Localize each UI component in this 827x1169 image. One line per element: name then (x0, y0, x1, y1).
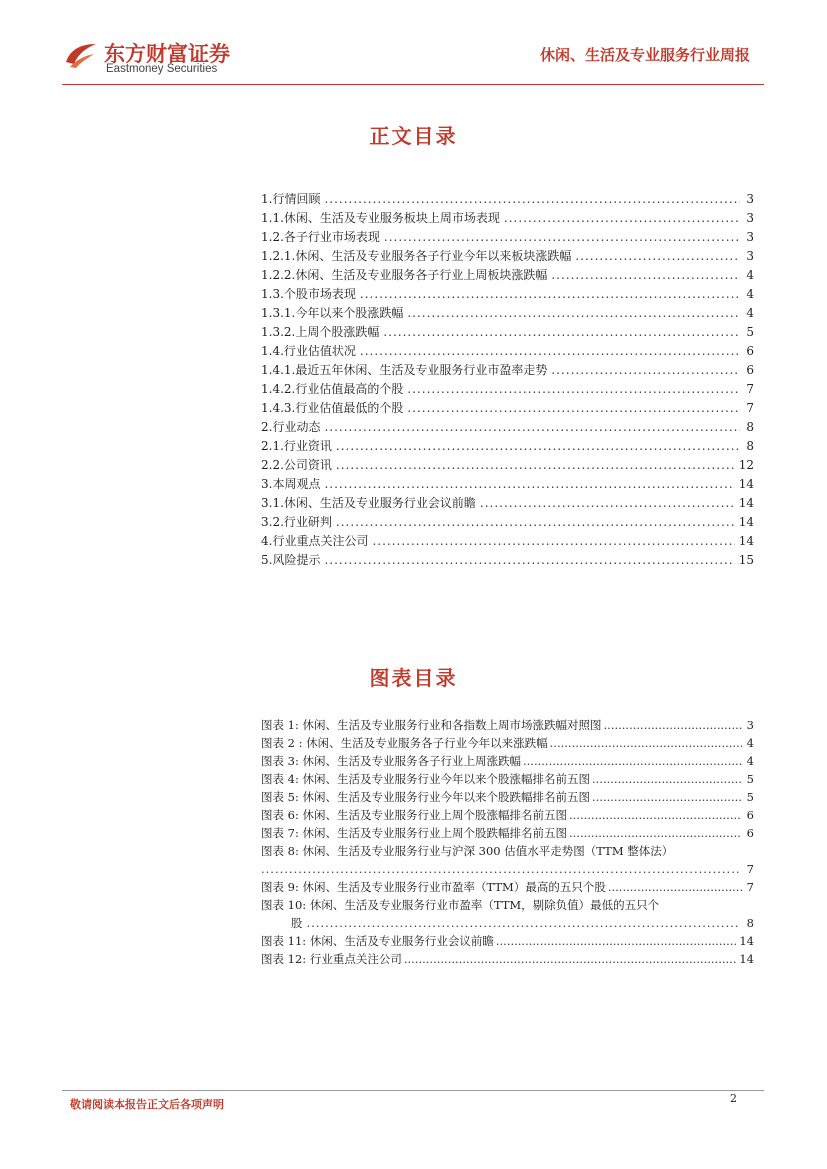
toc-entry[interactable] (261, 399, 754, 418)
leader-dots (575, 247, 740, 266)
leader-dots (261, 860, 740, 878)
leader-dots (324, 190, 740, 209)
toc-entry-label: 2.2.公司资讯 (261, 458, 332, 472)
leader-dots (336, 456, 735, 475)
toc-entry[interactable] (261, 418, 754, 437)
figures-title: 图表目录 (369, 666, 458, 690)
toc-entry-label: 1.3.1.今年以来个股涨跌幅 (261, 306, 404, 320)
toc-entry-label: 2.1.行业资讯 (261, 439, 332, 453)
toc-entry-label: 4.行业重点关注公司 (261, 534, 369, 548)
toc-entry[interactable] (261, 323, 754, 342)
page-number: 2 (730, 1092, 737, 1105)
figure-label: 图表 12: 行业重点关注公司 (261, 952, 402, 966)
toc-entry-label: 1.3.2.上周个股涨跌幅 (261, 325, 380, 339)
toc-entry-page: 14 (738, 477, 754, 491)
toc-entry-label: 1.4.1.最近五年休闲、生活及专业服务行业市盈率走势 (261, 363, 548, 377)
leader-dots (324, 551, 734, 570)
toc-entry[interactable] (261, 475, 754, 494)
toc-entry-label: 1.4.3.行业估值最低的个股 (261, 401, 404, 415)
figure-label: 图表 2 : 休闲、生活及专业服务各子行业今年以来涨跌幅 (261, 736, 548, 750)
leader-dots (551, 361, 740, 380)
leader-dots (404, 950, 738, 968)
leader-dots (307, 914, 741, 932)
toc-entry-label: 1.2.2.休闲、生活及专业服务各子行业上周板块涨跌幅 (261, 268, 548, 282)
figure-page: 7 (746, 880, 754, 894)
leader-dots (496, 932, 738, 950)
leader-dots (604, 716, 743, 734)
toc-entry[interactable] (261, 513, 754, 532)
toc-entry-page: 4 (746, 268, 754, 282)
toc-entry-page: 6 (746, 344, 754, 358)
figure-entry[interactable] (261, 932, 754, 950)
figure-label: 图表 3: 休闲、生活及专业服务各子行业上周涨跌幅 (261, 754, 521, 768)
toc-entry-page: 7 (746, 401, 754, 415)
toc-entry-label: 2.行业动态 (261, 420, 321, 434)
figure-page: 14 (739, 934, 754, 948)
leader-dots (592, 770, 742, 788)
figure-label: 图表 6: 休闲、生活及专业服务行业上周个股涨幅排名前五图 (261, 808, 567, 822)
toc-entry-page: 14 (738, 496, 754, 510)
leader-dots (407, 399, 740, 418)
toc-entry[interactable] (261, 437, 754, 456)
toc-entry[interactable] (261, 494, 754, 513)
leader-dots (592, 788, 742, 806)
toc-entry-page: 14 (738, 515, 754, 529)
figure-page: 4 (746, 754, 754, 768)
figure-entry[interactable] (261, 788, 754, 806)
leader-dots (324, 475, 734, 494)
toc-list (261, 190, 754, 570)
leader-dots (569, 806, 742, 824)
figure-label: 图表 1: 休闲、生活及专业服务行业和各指数上周市场涨跌幅对照图 (261, 718, 602, 732)
toc-entry-page: 4 (746, 287, 754, 301)
leader-dots (384, 228, 740, 247)
figure-label: 图表 10: 休闲、生活及专业服务行业市盈率（TTM，剔除负值）最低的五只个 (261, 898, 660, 912)
leader-dots (407, 380, 740, 399)
leader-dots (407, 304, 740, 323)
toc-entry[interactable] (261, 456, 754, 475)
toc-title: 正文目录 (369, 124, 458, 148)
toc-entry[interactable] (261, 380, 754, 399)
figure-label-continued: 股 (291, 916, 303, 930)
figure-entry[interactable] (261, 842, 754, 878)
figure-label: 图表 11: 休闲、生活及专业服务行业会议前瞻 (261, 934, 494, 948)
toc-entry[interactable] (261, 266, 754, 285)
figure-label: 图表 5: 休闲、生活及专业服务行业今年以来个股跌幅排名前五图 (261, 790, 590, 804)
toc-entry-page: 4 (746, 306, 754, 320)
toc-entry-page: 14 (738, 534, 754, 548)
toc-entry-page: 8 (746, 420, 754, 434)
leader-dots (360, 285, 740, 304)
toc-entry[interactable] (261, 342, 754, 361)
toc-entry-page: 3 (746, 230, 754, 244)
toc-entry-page: 7 (746, 382, 754, 396)
figure-entry[interactable] (261, 950, 754, 968)
figure-page: 6 (746, 808, 754, 822)
toc-entry-label: 5.风险提示 (261, 553, 321, 567)
toc-entry[interactable] (261, 551, 754, 570)
toc-entry-label: 1.3.个股市场表现 (261, 287, 356, 301)
leader-dots (551, 266, 740, 285)
figure-entry[interactable] (261, 716, 754, 734)
toc-entry-page: 3 (746, 211, 754, 225)
figure-page: 5 (746, 790, 754, 804)
toc-entry-page: 8 (746, 439, 754, 453)
toc-entry[interactable] (261, 361, 754, 380)
toc-entry-page: 12 (738, 458, 754, 472)
logo-english-name: Eastmoney Securities (106, 63, 218, 75)
eastmoney-logo-icon (62, 40, 100, 70)
leader-dots (372, 532, 734, 551)
toc-entry-label: 1.2.1.休闲、生活及专业服务各子行业今年以来板块涨跌幅 (261, 249, 572, 263)
toc-entry-label: 1.2.各子行业市场表现 (261, 230, 380, 244)
leader-dots (550, 734, 742, 752)
figure-page: 14 (739, 952, 754, 966)
figure-page: 6 (746, 826, 754, 840)
figure-entry[interactable] (261, 806, 754, 824)
figure-entry[interactable] (261, 824, 754, 842)
toc-entry[interactable] (261, 285, 754, 304)
toc-entry[interactable] (261, 228, 754, 247)
toc-entry-label: 1.1.休闲、生活及专业服务板块上周市场表现 (261, 211, 500, 225)
leader-dots (324, 418, 740, 437)
figure-label: 图表 8: 休闲、生活及专业服务行业与沪深 300 估值水平走势图（TTM 整体法） (261, 844, 674, 858)
leader-dots (608, 878, 742, 896)
toc-entry-page: 15 (738, 553, 754, 567)
figures-list (261, 716, 754, 968)
logo-chinese-name: 东方财富证券 (104, 42, 230, 66)
toc-entry-label: 1.4.行业估值状况 (261, 344, 356, 358)
toc-entry-label: 3.1.休闲、生活及专业服务行业会议前瞻 (261, 496, 476, 510)
header-divider (62, 84, 764, 85)
figure-entry[interactable] (261, 752, 754, 770)
figure-page: 7 (746, 862, 754, 876)
figure-page: 3 (746, 718, 754, 732)
figure-label: 图表 7: 休闲、生活及专业服务行业上周个股跌幅排名前五图 (261, 826, 567, 840)
figure-page: 5 (746, 772, 754, 786)
toc-entry[interactable] (261, 247, 754, 266)
figure-entry[interactable] (261, 896, 754, 932)
figure-page: 8 (746, 916, 754, 930)
toc-entry[interactable] (261, 304, 754, 323)
page-header (62, 38, 766, 84)
leader-dots (480, 494, 735, 513)
leader-dots (569, 824, 742, 842)
report-title: 休闲、生活及专业服务行业周报 (539, 46, 750, 64)
figure-entry[interactable] (261, 878, 754, 896)
leader-dots (336, 437, 740, 456)
toc-entry[interactable] (261, 209, 754, 228)
toc-entry-page: 6 (746, 363, 754, 377)
toc-entry[interactable] (261, 532, 754, 551)
figure-label: 图表 9: 休闲、生活及专业服务行业市盈率（TTM）最高的五只个股 (261, 880, 606, 894)
leader-dots (336, 513, 735, 532)
toc-entry-label: 1.4.2.行业估值最高的个股 (261, 382, 404, 396)
toc-entry-label: 3.2.行业研判 (261, 515, 332, 529)
leader-dots (360, 342, 740, 361)
figure-entry[interactable] (261, 734, 754, 752)
toc-entry-label: 1.行情回顾 (261, 192, 321, 206)
toc-entry-page: 3 (746, 192, 754, 206)
leader-dots (383, 323, 740, 342)
leader-dots (504, 209, 740, 228)
leader-dots (523, 752, 742, 770)
company-logo (62, 38, 262, 78)
toc-entry-page: 5 (746, 325, 754, 339)
footer-divider (62, 1090, 764, 1091)
figure-entry[interactable] (261, 770, 754, 788)
toc-entry-label: 3.本周观点 (261, 477, 321, 491)
figure-page: 4 (746, 736, 754, 750)
footer-disclaimer: 敬请阅读本报告正文后各项声明 (70, 1098, 224, 1111)
toc-entry[interactable] (261, 190, 754, 209)
figure-label: 图表 4: 休闲、生活及专业服务行业今年以来个股涨幅排名前五图 (261, 772, 590, 786)
toc-entry-page: 3 (746, 249, 754, 263)
